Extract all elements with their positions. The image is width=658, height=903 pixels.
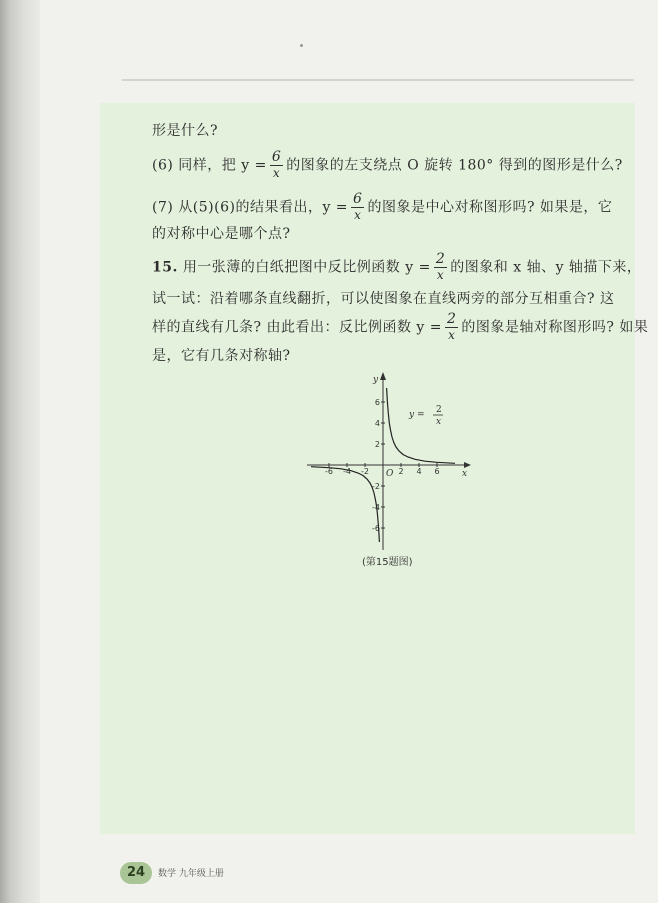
x-tick-label: 6: [434, 467, 440, 476]
y-tick-label: -2: [372, 482, 380, 491]
x-tick-label: -2: [361, 467, 369, 476]
y-axis-arrow: [380, 372, 386, 380]
line-7: 样的直线有几条? 由此看出：反比例函数 y = $\frac{2}{x}$ 的图象是轴对称图形吗? 如果: [152, 311, 649, 342]
y-tick-label: -4: [372, 503, 380, 512]
origin-label: O: [386, 469, 394, 479]
fraction-2-over-x-2: $\frac{2}{x}$: [447, 311, 457, 342]
book-spine-shadow: [0, 0, 40, 903]
x-tick-label: 4: [416, 467, 422, 476]
x-axis-label: x: [462, 469, 468, 479]
y-tick-label: -6: [372, 524, 380, 533]
curve-label-den: x: [436, 417, 442, 427]
book-title: 数学 九年级上册: [158, 869, 224, 879]
x-tick-label: -6: [325, 467, 333, 476]
fraction-2-over-x: $\frac{2}{x}$: [435, 251, 446, 282]
line-8: 是，它有几条对称轴?: [152, 348, 291, 364]
curve-label-num: 2: [436, 405, 442, 415]
y-tick-label: 4: [374, 419, 380, 428]
page-speck: [300, 44, 303, 47]
x-tick-label: -4: [343, 467, 351, 476]
fraction-6-over-x: $\frac{6}{x}$: [271, 149, 282, 180]
top-rule: [122, 79, 634, 81]
line-1: 形是什么?: [152, 123, 219, 139]
line-2: (6) 同样，把 y = $\frac{6}{x}$ 的图象的左支绕点 O 旋转 180° 得到的图形是什么?: [152, 149, 623, 180]
curve-label-prefix: y =: [409, 410, 425, 420]
y-axis-label: y: [373, 375, 379, 385]
hyperbola-branch-q1: [387, 388, 455, 463]
hyperbola-graph: [305, 368, 480, 556]
y-tick-label: 2: [374, 440, 380, 449]
fraction-6-over-x-2: $\frac{6}{x}$: [353, 191, 363, 222]
x-tick-label: 2: [398, 467, 404, 476]
page-number-badge: 24: [120, 862, 152, 884]
exercise-number: 15.: [152, 259, 178, 276]
y-tick-label: 6: [374, 398, 380, 407]
x-axis-arrow: [464, 462, 471, 468]
line-3: (7) 从(5)(6)的结果看出，y = $\frac{6}{x}$ 的图象是中心对称图形吗? 如果是，它: [152, 191, 613, 222]
line-4: 的对称中心是哪个点?: [152, 226, 291, 242]
line-5: 15. 用一张薄的白纸把图中反比例函数 y = $\frac{2}{x}$ 的图象和 x 轴、y 轴描下来，: [152, 251, 642, 282]
line-6: 试一试：沿着哪条直线翻折，可以使图象在直线两旁的部分互相重合? 这: [152, 291, 615, 307]
hyperbola-branch-q3: [311, 467, 379, 542]
figure-caption: (第15题图): [362, 557, 413, 568]
